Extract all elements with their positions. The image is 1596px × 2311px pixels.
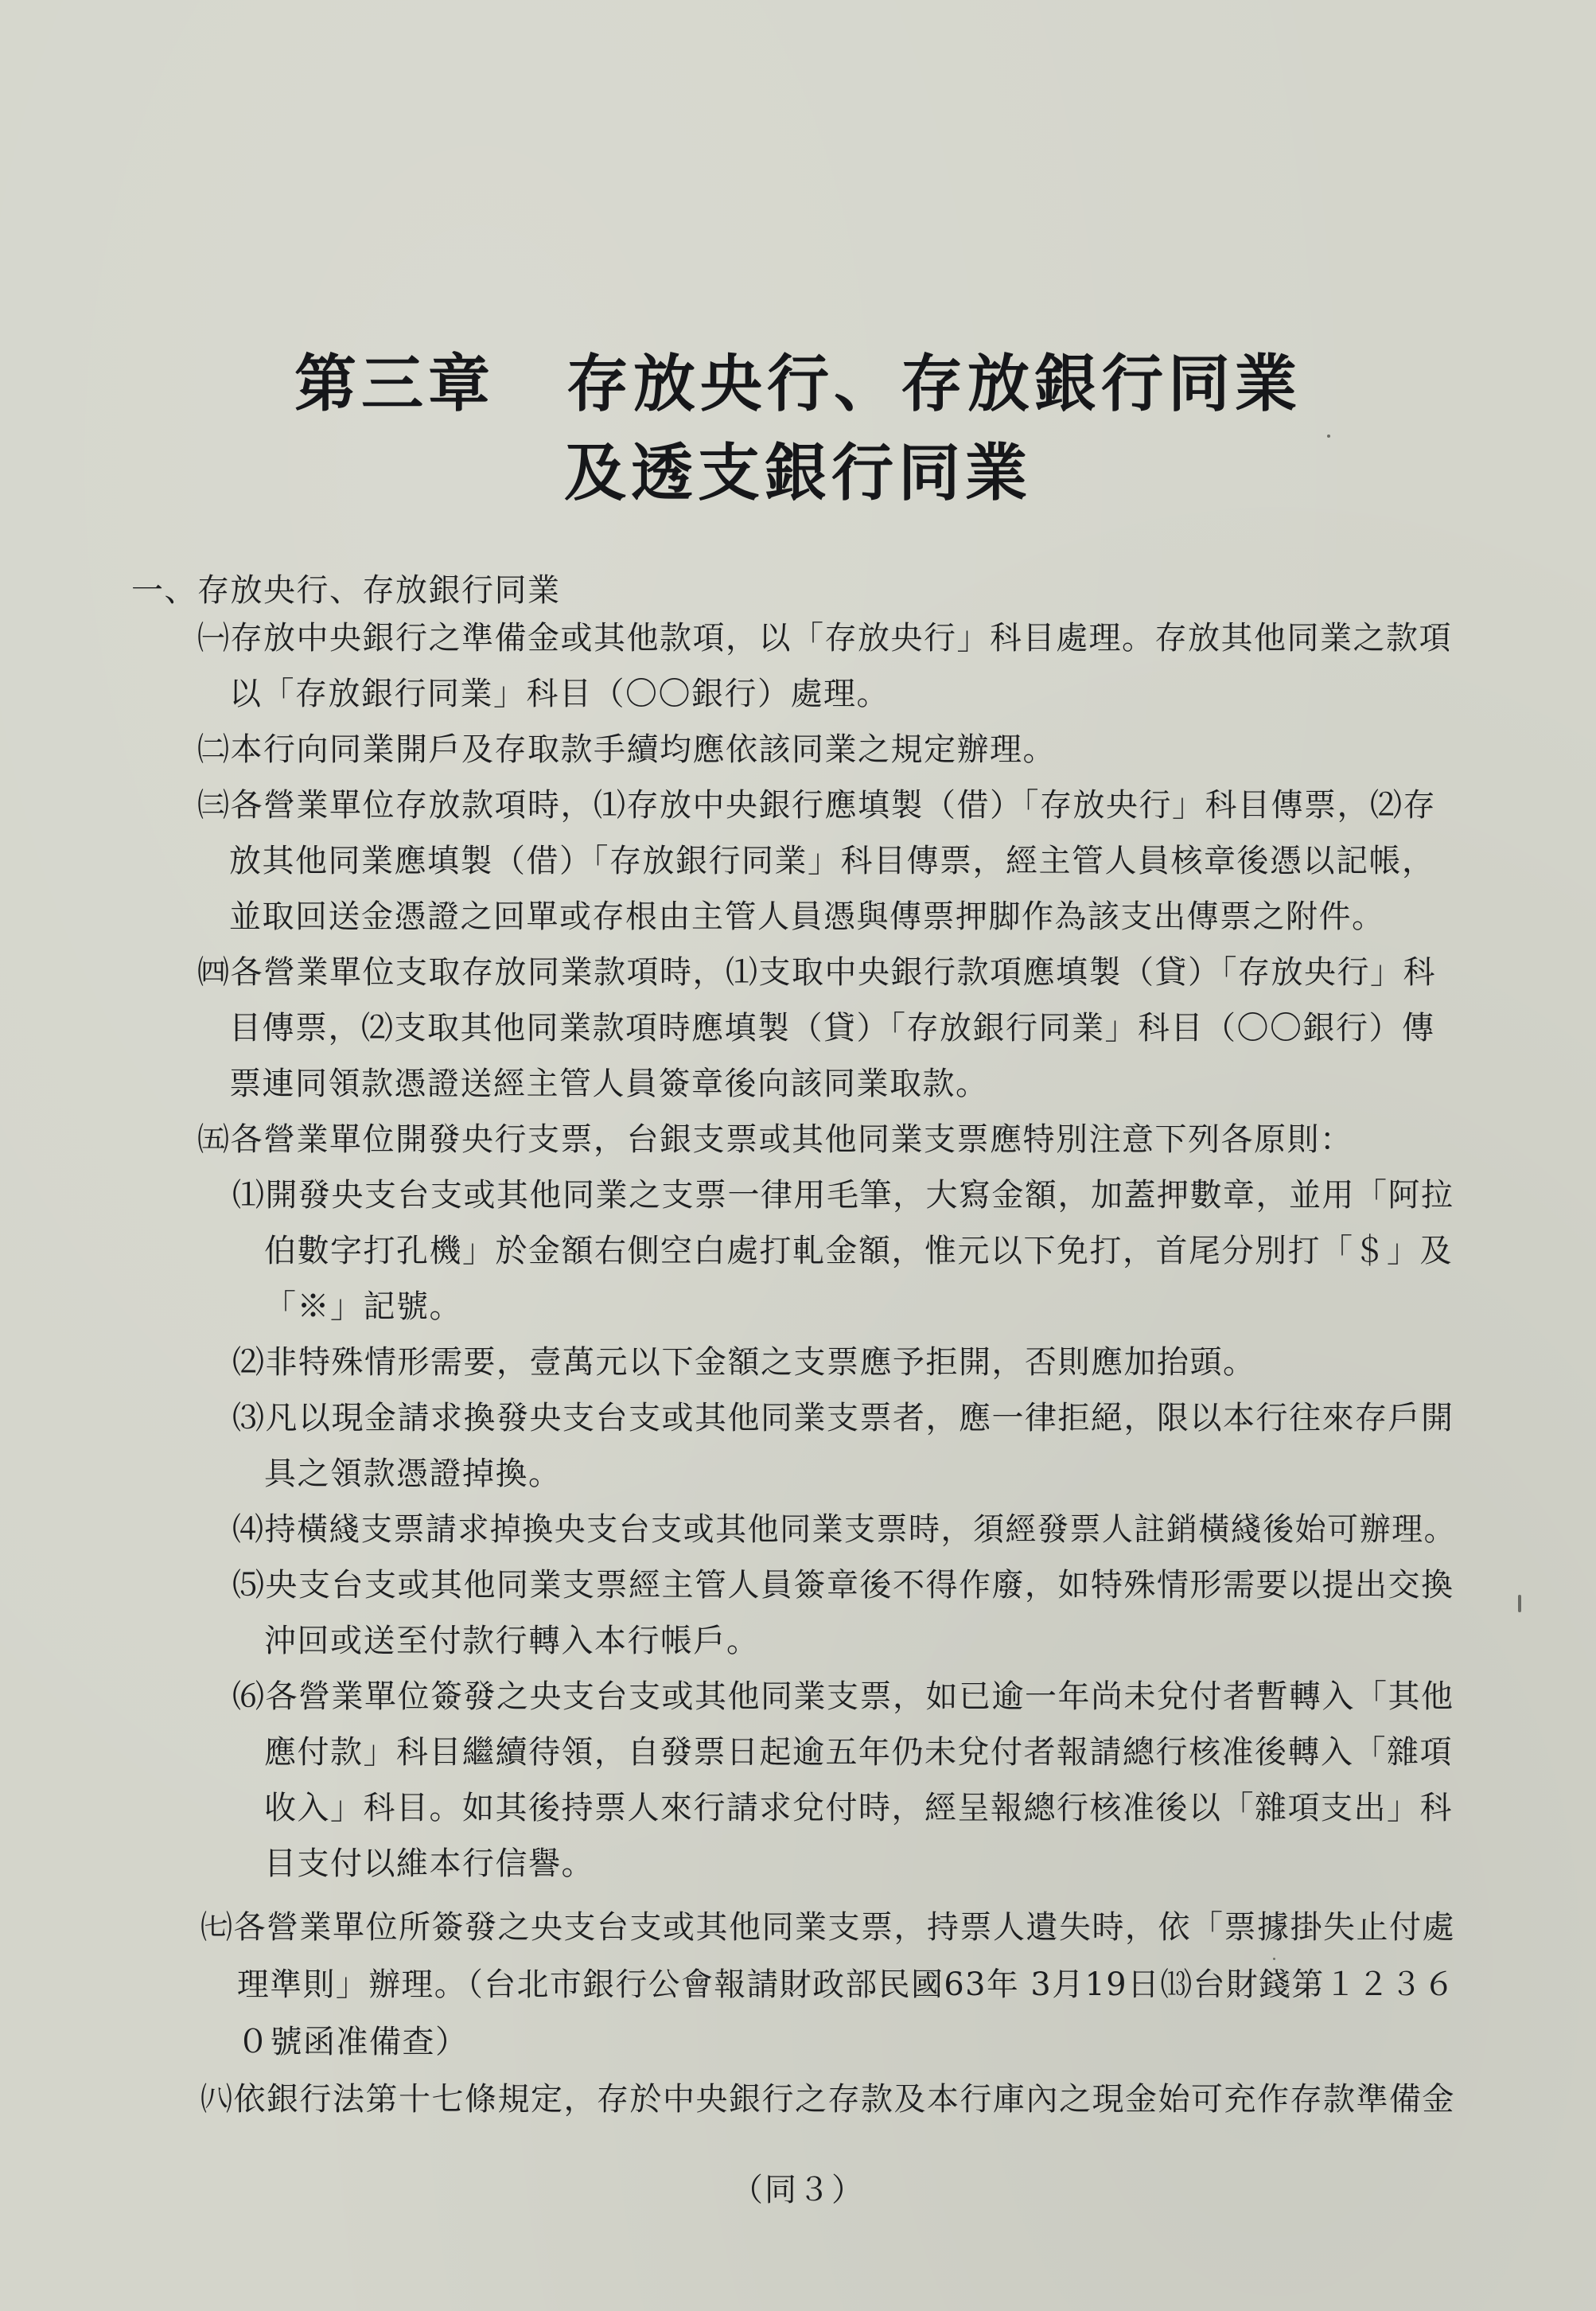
chapter-title-line-1 [0, 334, 1596, 423]
body-line: ㈧依銀行法第十七條規定，存於中央銀行之存款及本行庫內之現金始可充作存款準備金 [200, 2081, 1455, 2118]
body-line: 應付款」科目繼續待領，自發票日起逾五年仍未兌付者報請總行核准後轉入「雜項 [264, 1734, 1453, 1771]
section-heading: 一、存放央行、存放銀行同業 [131, 572, 561, 609]
body-line: ⑶凡以現金請求換發央支台支或其他同業支票者，應一律拒絕，限以本行往來存戶開 [232, 1400, 1454, 1436]
body-line: ⑷持橫綫支票請求掉換央支台支或其他同業支票時，須經發票人註銷橫綫後始可辦理。 [232, 1511, 1457, 1548]
chapter-title-line-2: 及透支銀行同業 [563, 437, 1032, 509]
body-line: ㈠存放中央銀行之準備金或其他款項，以「存放央行」科目處理。存放其他同業之款項 [197, 620, 1452, 657]
body-line: 並取回送金憑證之回單或存根由主管人員憑與傳票押脚作為該支出傳票之附件。 [229, 898, 1385, 935]
body-line: 目支付以維本行信譽。 [264, 1845, 594, 1882]
body-line: ㈢各營業單位存放款項時，⑴存放中央銀行應填製（借）「存放央行」科目傳票，⑵存 [197, 787, 1436, 824]
body-line: 收入」科目。如其後持票人來行請求兌付時，經呈報總行核准後以「雜項支出」科 [264, 1790, 1453, 1826]
body-line: 具之領款憑證掉換。 [264, 1456, 562, 1492]
body-line: 目傳票，⑵支取其他同業款項時應填製（貸）「存放銀行同業」科目（〇〇銀行）傳 [229, 1010, 1435, 1046]
body-line: ⑹各營業單位簽發之央支台支或其他同業支票，如已逾一年尚未兌付者暫轉入「其他 [232, 1678, 1454, 1715]
body-line: ㈤各營業單位開發央行支票，台銀支票或其他同業支票應特別注意下列各原則： [197, 1121, 1353, 1158]
scan-speck [1327, 435, 1330, 438]
scan-speck [1273, 1958, 1275, 1960]
chapter-number: 第三章 [294, 348, 495, 420]
body-line: 放其他同業應填製（借）「存放銀行同業」科目傳票，經主管人員核章後憑以記帳， [229, 843, 1435, 879]
body-line: ㈦各營業單位所簽發之央支台支或其他同業支票，持票人遺失時，依「票據掛失止付處 [200, 1909, 1455, 1946]
body-line: 「※」記號。 [264, 1288, 462, 1325]
body-line: 伯數字打孔機」於金額右側空白處打軋金額，惟元以下免打，首尾分別打「＄」及 [264, 1233, 1453, 1269]
body-line: 沖回或送至付款行轉入本行帳戶。 [264, 1623, 760, 1659]
body-line: ㈣各營業單位支取存放同業款項時，⑴支取中央銀行款項應填製（貸）「存放央行」科 [197, 954, 1436, 991]
body-line: 理準則」辦理。（台北市銀行公會報請財政部民國63年 3月19日⒀台財錢第１２３６ [237, 1966, 1456, 2003]
body-line: ⑴開發央支台支或其他同業之支票一律用毛筆，大寫金額，加蓋押數章，並用「阿拉 [232, 1177, 1454, 1214]
body-line: ⑵非特殊情形需要，壹萬元以下金額之支票應予拒開，否則應加抬頭。 [232, 1344, 1256, 1381]
body-line: ㈡本行向同業開戶及存取款手續均應依該同業之規定辦理。 [197, 731, 1056, 768]
chapter-title-text: 存放央行、存放銀行同業 [566, 348, 1302, 420]
body-line: 票連同領款憑證送經主管人員簽章後向該同業取款。 [229, 1066, 989, 1102]
body-line: 以「存放銀行同業」科目（〇〇銀行）處理。 [229, 676, 889, 712]
body-line: ⑸央支台支或其他同業支票經主管人員簽章後不得作廢，如特殊情形需要以提出交換 [232, 1567, 1454, 1604]
scan-mark [1518, 1595, 1521, 1612]
body-line: ０號函准備查） [237, 2024, 469, 2060]
page-number: （同３） [731, 2172, 865, 2208]
